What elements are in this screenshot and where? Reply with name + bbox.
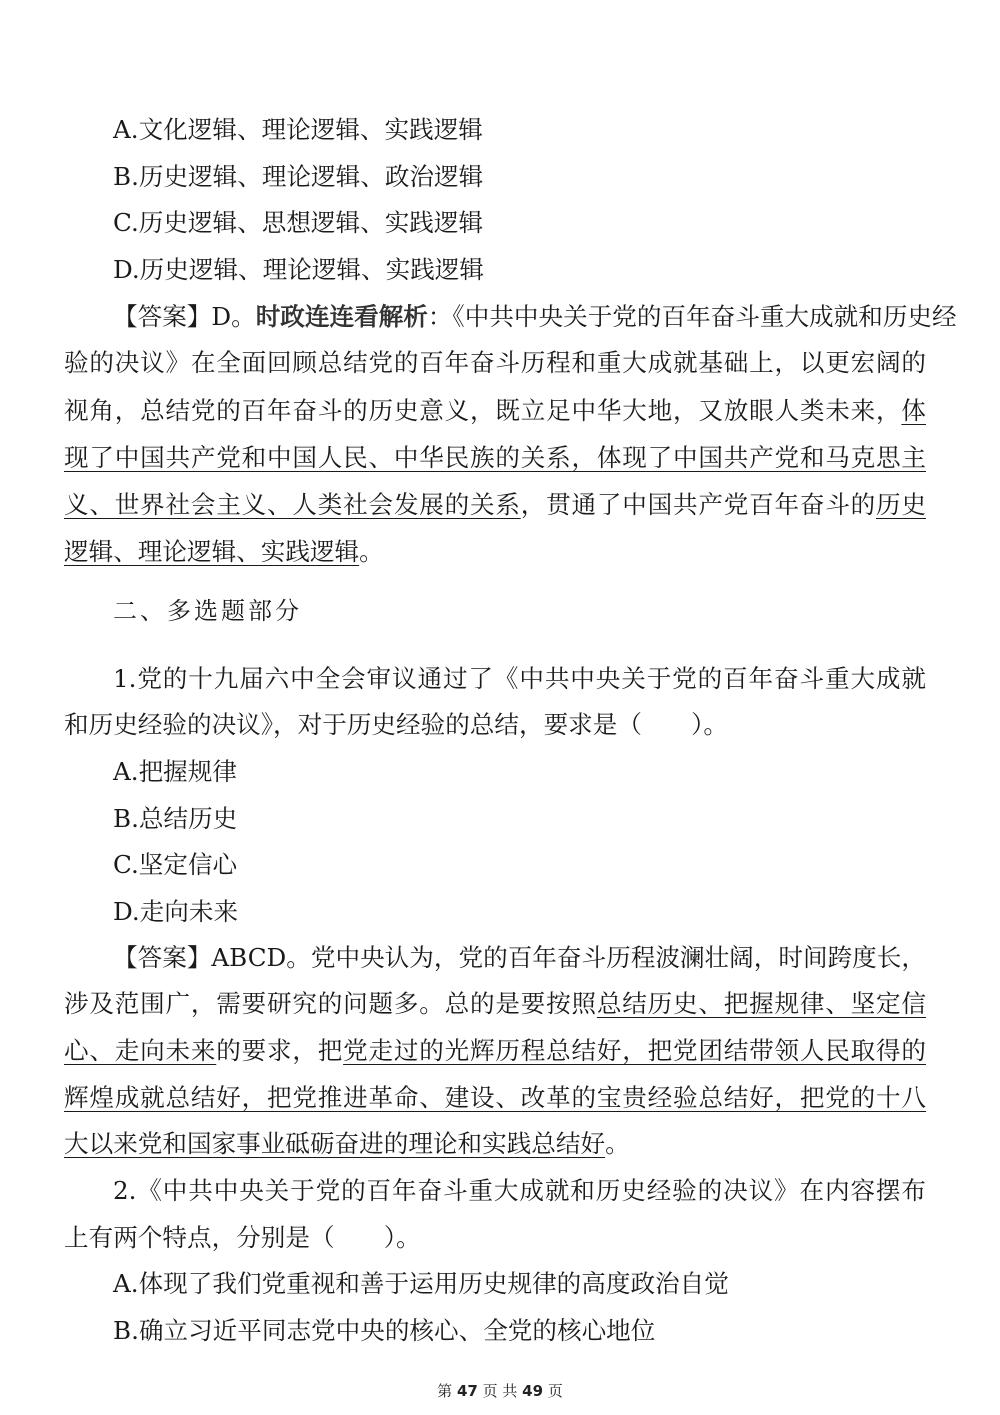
total-page-number: 49 <box>522 1382 544 1400</box>
option-a: A.体现了我们党重视和善于运用历史规律的高度政治自觉 <box>113 1269 729 1298</box>
section-title: 二、多选题部分 <box>113 597 302 625</box>
option-b: B.总结历史 <box>113 804 238 833</box>
underlined-text: 义、世界社会主义、人类社会发展的关系 <box>64 490 521 519</box>
page-footer <box>0 1380 1000 1401</box>
question-text: 上有两个特点，分别是（ ）。 <box>64 1223 421 1252</box>
option-a: A.把握规律 <box>113 757 237 786</box>
underlined-text: 辉煌成就总结好，把党推进革命、建设、改革的宝贵经验总结好，把党的十八 <box>64 1083 926 1112</box>
answer-text: 的要求，把 <box>216 1036 344 1065</box>
answer-line <box>64 488 926 522</box>
option-c: C.历史逻辑、思想逻辑、实践逻辑 <box>113 208 484 237</box>
question-text: 2.《中共中央关于党的百年奋斗重大成就和历史经验的决议》在内容摆布 <box>113 1176 926 1205</box>
underlined-text: 心、走向未来 <box>64 1036 217 1065</box>
question-text: 1.党的十九届六中全会审议通过了《中共中央关于党的百年奋斗重大成就 <box>113 664 926 693</box>
current-page-number: 47 <box>456 1382 478 1400</box>
answer-line <box>64 1034 926 1068</box>
option-b: B.历史逻辑、理论逻辑、政治逻辑 <box>113 162 484 191</box>
answer-text: 涉及范围广，需要研究的问题多。总的是要按照 <box>64 989 597 1018</box>
answer-line <box>64 394 926 428</box>
answer-text: 。 <box>605 1129 630 1158</box>
underlined-text: 总结历史、把握规律、坚定信 <box>596 989 926 1018</box>
underlined-text: 历史 <box>876 490 926 519</box>
option-a: A.文化逻辑、理论逻辑、实践逻辑 <box>113 115 483 144</box>
analysis-keyword: 时政连连看解析 <box>255 302 428 331</box>
option-d: D.走向未来 <box>113 897 239 926</box>
underlined-text: 大以来党和国家事业砥砺奋进的理论和实践总结好 <box>64 1129 606 1158</box>
underlined-text: 现了中国共产党和中国人民、中华民族的关系，体现了中国共产党和马克思主 <box>64 443 926 472</box>
option-d: D.历史逻辑、理论逻辑、实践逻辑 <box>113 255 484 284</box>
answer-line <box>64 535 384 569</box>
underlined-text: 体 <box>901 396 926 425</box>
answer-line: 【答案】ABCD。党中央认为，党的百年奋斗历程波澜壮阔，时间跨度长， <box>113 943 926 972</box>
option-b: B.确立习近平同志党中央的核心、全党的核心地位 <box>113 1316 656 1345</box>
answer-line <box>113 300 957 334</box>
answer-text: ：《中共中央关于党的百年奋斗重大成就和历史经 <box>427 302 957 331</box>
answer-text: ，贯通了中国共产党百年奋斗的 <box>520 490 876 519</box>
footer-suffix: 页 <box>547 1382 563 1400</box>
answer-line <box>64 1127 630 1161</box>
answer-line <box>64 987 926 1021</box>
footer-prefix: 第 <box>437 1382 453 1400</box>
answer-label: 【答案】D。 <box>113 302 256 331</box>
question-text: 和历史经验的决议》，对于历史经验的总结，要求是（ ）。 <box>64 710 729 739</box>
underlined-text: 逻辑、理论逻辑、实践逻辑 <box>64 537 360 566</box>
answer-text: 。 <box>359 537 384 566</box>
answer-line: 验的决议》在全面回顾总结党的百年奋斗历程和重大成就基础上，以更宏阔的 <box>64 348 926 377</box>
option-c: C.坚定信心 <box>113 850 238 879</box>
underlined-text: 党走过的光辉历程总结好，把党团结带领人民取得的 <box>343 1036 926 1065</box>
answer-text: 视角，总结党的百年奋斗的历史意义，既立足中华大地，又放眼人类未来， <box>64 396 902 425</box>
footer-middle: 页 共 <box>482 1382 518 1400</box>
